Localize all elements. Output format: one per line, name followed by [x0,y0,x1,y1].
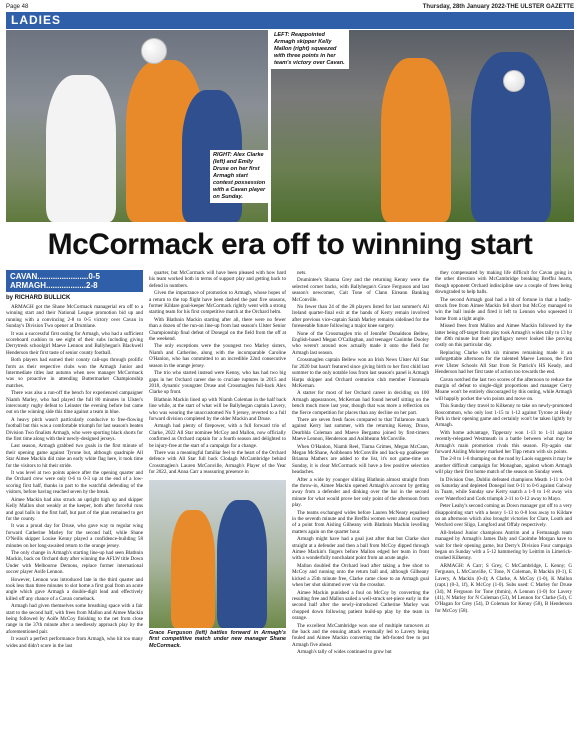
article-column-1 [6,270,143,732]
paragraph: The only exceptions were the youngest two Marley sisters, Niamh and Catherine, along with the incomparable Caroline O'Hanlon, who has committed to an incredible 22nd consecutive season in the orange jersey. [149,343,286,369]
paragraph: It was a successful first outing for Armagh, who had a sufficient scoreboard cushion to see eight of their subs including giving Derrytresk schoolgirl Maeve Lennon and Ballyhegan's Blackwell Henderson their first taste of senior county football. [6,330,143,356]
paragraph: Armagh might have had a goal just after that but Clarke shot straight at a defender and then a ball from McCoy dipped through Aimee Mackin's fingers before Mallon edged her team in front with a wonderfully nonchalant point from an acute angle. [292,536,429,562]
football-icon [503,70,525,92]
photo-strip [6,30,574,222]
paragraph: A starter for most of her Orchard career in deciding on 100 Armagh appearances, McKernan had found herself sitting on the bench much more last year, though that was more a reflection on the fierce competition for places than any decline on her part. [292,390,429,416]
paragraph: There was a meaningful familiar feel to the heart of the Orchard defence with All Star full back Clodagh McCambridge behind Crossmaglen's Lauren McConville, Armagh's Player of the Year for 2022, and Anna Carr a reassuring presence in [149,449,286,476]
paragraph: Aimee Mackin punished a foul on McCoy by converting the resulting free and Mallon sailed a well-struck set-piece early in the second half after the newly-introduced Catherine Marley was chopped down following patient build-up play by the team in orange. [292,589,429,622]
paragraph: nets. [297,270,307,276]
paragraph: Armagh had given themselves some breathing space with a fair start to the second half, with frees from Mallon and Aimee Mackin being followed by Aoife McCoy finishing to the net from close range in the 37th minute after a needlessly approach play by the aforementioned pair. [6,603,143,635]
paragraph: Aimee Mackin had also struck an upright high up and skipper Kelly Mallon shot weakly at the keeper, both after forceful runs and goal balls in the first half, but part of the plan remained to get for the county. [6,496,143,522]
paragraph: This Sunday they travel to Kilkenny to take on newly-promoted Roscommon, who only lost 1-15 to 1-12 against Tyrone at Healy Park in their opening game and certainly won't be taken lightly by Armagh. [435,403,572,429]
page-number: Page 48 [6,4,29,10]
paragraph: Peter Leahy's second coming as Down manager got off to a very disappointing start with a heavy 1-13 to 0-8 loss away to Kildare on an afternoon which also brought victories for Clare, Louth and Wexford over Sligo, Longford and Offaly respectively. [435,503,572,529]
paragraph: After a wide by younger sibling Blathnin almost straight from the throw-in, Aimee Mackin opened Armagh's account by getting away from a defender and dinking over the bar in the second minute for what would prove her only point of the afternoon from play. [292,476,429,509]
paragraph: A heavy pitch wasn't particularly conducive to free-flowing football but this was a comfortable triumph for last season's beaten Division Two finalists Armagh, who were sporting black shorts for the first time along with their newly-designed jerseys. [6,416,143,443]
paragraph: Replacing Clarke with six minutes remaining made it an unforgettable afternoon for the talented Maeve Lennon, the first ever Ulster Schools All Star from St Patrick's HS Keady, and Henderson had her first taste of action too towards the end. [435,349,572,376]
paragraph: Armagh had plenty of firepower, with a full forward trio of Clarke, 2022 All Star nominee McCoy and Mallon, now officially confirmed as Orchard captain for a fourth season and delighted to be injury-free at the start of a campaign for a change. [149,423,286,449]
paragraph: No fewer than 24 of the 28 players listed for last summer's All Ireland quarter-final exit at the hands of Kerry remain involved after previous vice-captain Sarah Marley remains sidelined for the foreseeable future following a major knee surgery. [292,304,429,330]
paragraph: Blathnin Mackin lined up with Niamh Coleman in the half back line while, at the start of what will be Ballyhegan captain Lavery, who was wearing the unaccustomed No 9 jersey, reverted to a full forward division completed by the older Mackin and Druse. [149,396,286,422]
article-body [6,270,574,732]
paragraph: The excellent McCambridge won one of multiple turnovers at the back and the ensuing attack eventually led to Lavery being fouled and Aimee Mackin converting the left-footed free to put Armagh five ahead. [292,622,429,648]
score-line-cavan: CAVAN.......................0-5 [10,272,100,281]
paragraph: ARMAGH: A Carr; S Grey, C McCambridge, L Kenny; G Ferguson, L McConville, C Tone, N Coleman, B Mackin (0-1), E Lavery, A Mackin (0-4); A Clarke, A McCoy (1-0), K Mallon (capt.) (0-3, 1f), K McCoy (1-0). Subs used: C Marley for Druse (34), M Ferguson for Tone (thmin), A Lennon (1-0) for Lavery (41), N Marley for N Coleman (53), M Lennon for Clarke (54), C O'Hagan for Grey (54), D Coleman for Kenny (58), B Henderson for McCoy (58). [435,562,572,614]
paragraph: It wasn't a perfect performance from Armagh, who hit too many wides and didn't score in the last [6,636,143,649]
page-folio [6,2,574,12]
paragraph: Both players had earned their county call-ups through prolific form as their respective clubs won the Armagh Junior and Intermediate titles last autumn when new manager McCormack was so proactive in attending Buttermarket Championship matches. [6,357,143,389]
paragraph: There are seven fresh faces compared to that Tullamore match against Kerry last summer, with the returning Kenny, Druse, Dearbhla Coleman and Maeve Bergamo joined by first-timers Maeve Lennon, Henderson and Aoibheann McConville. [292,416,429,443]
player-figure-orange [381,58,451,222]
byline: by RICHARD BULLICK [6,295,71,302]
paragraph: The second Armagh goal had a bit of fortune in that a badly-struck free from Aimee Mackin fell short but McCoy managed to win the ball inside and fired it left to Lennon who squeezed it home from a tight angle. [435,296,572,322]
paragraph: However, Lennon was introduced late in the third quarter and took less than three minutes to slot home a first goal from an acute angle which gave Armagh a double-digit lead and effectively killed off any chance of a Cavan comeback. [6,576,143,602]
player-figure-orange [171,510,215,628]
paragraph: It was level at two points apiece after the opening quarter and the Orchard crew were only 0-6 to 0-3 up at the end of a low-scoring first half, thanks in part to the watchful defending of the visitors, before having reached seven by the break. [6,470,143,496]
football-icon [141,38,167,64]
paragraph: they compensated by making life difficult for Cavan going in the other direction with McCambridge breaking Breffni hearts, though opponent Orchard indiscipline saw a couple of frees being downgraded to help balls. [435,270,572,296]
paragraph: In Division One, Dublin defeated champions Meath 1-11 to 0-8 on Saturday and depleted Donegal lost 0-11 to 0-6 against Galway in Tuam, while Sunday saw Kerry snatch a 1-9 to 1-8 away win over Waterford and Cork triumph 2-11 to 0-12 away to Mayo. [435,476,572,502]
paragraph: The teams exchanged wides before Lauren McNeary equalised in the seventh minute and the Breffni women went ahead courtesy of a point from Aisling Gilheany with Blathnin Mackin levelling matters again on the quarter hour. [292,509,429,535]
paragraph: All-Ireland Junior champions Antrim and a Fermanagh team managed by Armagh's James Daly and Caoimhe Morgan have to wait for their opening game, but Derry's Division Four campaign began on Sunday with a 5-12 hammering by Leitrim in Limerick-crushed Kilkenny. [435,529,572,562]
paragraph: Drumintee's Shauna Grey and the returning Kenny were the selected corner backs, with Ballyhegan's Grace Ferguson and last season's newcomer, Cait Tone of Clann Eireann Banking McConville. [292,277,429,303]
paragraph: The trio who started instead were Kenny, who has had two big gaps in her Orchard career due to cruciate ruptures in 2015 and 2018, dynamic youngster Druse and Crossmaglen full-back Alex Clarke up front. [149,370,286,396]
section-header: LADIES [6,12,574,29]
article-column-4 [435,270,572,732]
paragraph: Given the importance of promotion to Armagh, whose hopes of a return to the top flight have been dashed the past five seasons, former Kildare goal-keeper McCormack rightly went with a strong starting team for his first competitive match at the Orchard helm. [149,290,286,316]
dateline: Thursday, 28th January 2022-THE ULSTER GAZETTE [422,4,574,10]
photo-caption-left: LEFT: Reappointed Armagh skipper Kelly Mallon (right) squeezed with three points in her team's victory over Cavan. [271,30,349,69]
paragraph: Missed frees from Mallon and Aimee Mackin followed by the latter being off-target from play took Armagh's wides tally to 13 by the 49th minute but their profligacy never looked like proving costly on this particular day. [435,323,572,349]
player-figure-white [46,75,116,222]
paragraph: ARMAGH got the Shane McCormack managerial era off to a winning start and their National League promotion bid up and running with a convincing 2-8 to 0-5 victory over Cavan in Sunday's Division Two opener at Drumlane. [6,303,143,330]
score-box [6,270,143,292]
paragraph: Crossmaglen captain Bellew won an Irish News Ulster All Star for 2020 but hasn't featured since giving birth to her first child last summer to the only notable loss from last season's panel is Armagh Harps skipper and Orchard centurion club member Fionnuala McKernan. [292,357,429,389]
paragraph: There was also a run-off the bench for experienced campaigner Niamh Marley, who had played the full 80 minutes in Ulster's intercounty rugby defeat to Leinster the evening before but came out on the winning side this time against a team in blue. [6,390,143,416]
paragraph: The only change in Armagh's starting line-up had seen Blathnin Mackin, back on Orchard duty after winning the AFLW title Down Under with Melbourne Demons, replace former international soccer player Aoife Lennon. [6,549,143,576]
photo-caption-right: RIGHT: Alex Clarke (left) and Emily Druse on her first Armagh start contest possession with a Cavan player on Sunday. [210,150,270,203]
paragraph: It was a proud day for Druse, who gave way to regular wing forward Catherine Marley for the second half, while Shane O'Neills skipper Louise Kenny played a confidence-building 58 minutes on her long-awaited return to the orange jersey. [6,523,143,549]
inset-photo [149,480,286,628]
headline: McCormack era off to winning start [47,228,533,261]
paragraph: quarter, but McCormack will have been pleased with how hard his team worked both in terms of support play and getting back to defend in numbers. [149,270,286,289]
score-line-armagh: ARMAGH..................2-8 [10,281,98,291]
paragraph: The 2-8 to 1-6 thumping on the road by Laois suggests it may be another difficult campaign for Monaghan, against whom Armagh will play their first home match of the season on Sunday week. [435,456,572,476]
paragraph: With Blathnin Mackin starting after all, there were no fewer than a dozen of the run-on line-up from last season's Ulster Senior Championship final defeat of Donegal on the field from the off at the weekend. [149,316,286,343]
paragraph: Last season, Armagh grabbed two goals in the first minute of their opening game against Tyrone but, although quadruple All Star Aimee Mackin did raise an early white flag here, it took time for the visitors to hit their stride. [6,443,143,469]
article-column-3 [292,270,429,732]
paragraph: Mallon doubled the Orchard lead after taking a free short to McCoy and running onto the return ball and, although Gilheany kicked a 25th minute free, Clarke came close to an Armagh goal when her shot skimmed over via the crossbar. [292,562,429,589]
player-figure-blue [217,500,267,628]
paragraph: Cavan notched the last two scores of the afternoon to reduce the margin of defeat to single-digit proportions and manager Gerry Moane won't be entirely discouraged by this outing, while Armagh will happily pocket the win points and move on. [435,376,572,402]
article-column-2 [149,270,286,732]
inset-caption: Grace Ferguson (left) battles forward in Armagh's first competitive match under new manager Shane McCormack. [149,629,286,649]
paragraph: With home advantage, Tipperary won 1-13 to 1-11 against recently-relegated Westmeath in a battle between what may be Armagh's main promotion rivals this season. Fly-again star forward Aisling Moloney marked her Tipp return with six points. [435,429,572,455]
paragraph: When O'Hanlon, Niamh Reel, Tiarna Grimes, Megan McCann, Megan McShane, Aoibheann McConville and back-up goalkeeper Brianna Mathers are added to the list, it's not game-time on Sunday, it is clear McCormack will have a few positive selection headaches. [292,443,429,476]
paragraph: None of the Crossmaglen trio of Jennifer Donaldson Bellew, English-based Megan O'Callaghan, and teenager Caoimhe Dooley who weren't around now actually made it onto the field for Armagh last season. [292,330,429,356]
paragraph: Armagh's tally of wides continued to grow but [297,649,392,656]
